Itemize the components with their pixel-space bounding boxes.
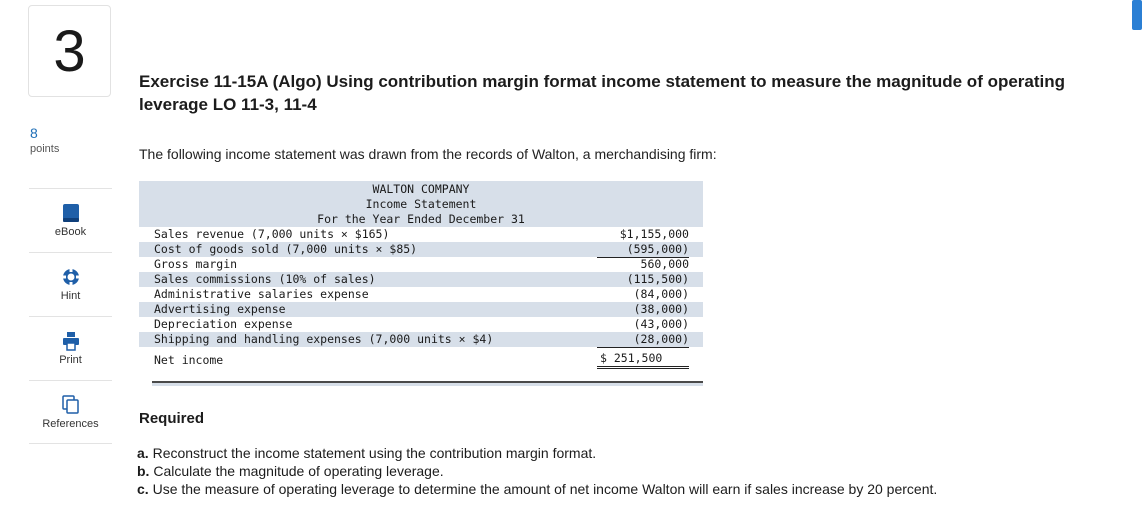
item-letter: b.	[137, 463, 150, 479]
row-label: Sales revenue (7,000 units × $165)	[154, 227, 390, 241]
row-label: Depreciation expense	[154, 317, 293, 331]
row-amount: 560,000	[640, 257, 689, 271]
row-label: Administrative salaries expense	[154, 287, 369, 301]
table-row	[139, 317, 703, 332]
print-icon	[61, 331, 81, 351]
hint-label: Hint	[60, 290, 81, 302]
exercise-intro: The following income statement was drawn from the records of Walton, a merchandising firm:	[139, 146, 717, 162]
table-row	[139, 332, 703, 347]
row-amount: (43,000)	[633, 317, 689, 331]
references-icon	[62, 395, 80, 415]
list-item	[137, 480, 937, 498]
table-row	[139, 272, 703, 287]
row-label: Advertising expense	[154, 302, 286, 316]
list-item	[137, 462, 937, 480]
row-amount: $1,155,000	[619, 227, 689, 241]
item-letter: a.	[137, 445, 149, 461]
net-income-label: Net income	[154, 353, 224, 367]
item-text: Reconstruct the income statement using the contribution margin format.	[152, 445, 597, 461]
statement-name: Income Statement	[365, 197, 477, 211]
net-income-row	[139, 349, 703, 372]
row-amount: (115,500)	[626, 272, 689, 286]
table-row	[139, 227, 703, 242]
hint-icon	[61, 267, 81, 287]
ebook-label: eBook	[54, 226, 87, 238]
row-label: Sales commissions (10% of sales)	[154, 272, 376, 286]
corner-tab[interactable]	[1132, 0, 1142, 30]
statement-footer-rule	[152, 381, 703, 386]
tools-sidebar	[29, 188, 112, 444]
income-statement-table	[139, 181, 703, 386]
item-text: Calculate the magnitude of operating leverage.	[153, 463, 444, 479]
statement-period: For the Year Ended December 31	[317, 212, 525, 226]
row-amount: (595,000)	[597, 242, 689, 258]
row-amount: (38,000)	[633, 302, 689, 316]
table-row	[139, 287, 703, 302]
row-label: Shipping and handling expenses (7,000 units × $4)	[154, 332, 494, 346]
row-amount: (84,000)	[633, 287, 689, 301]
hint-button[interactable]	[29, 252, 112, 316]
list-item	[137, 444, 937, 462]
ebook-button[interactable]	[29, 188, 112, 252]
references-label: References	[42, 418, 99, 430]
exercise-title: Exercise 11-15A (Algo) Using contribution margin format income statement to measure the magnitude of operating leverage LO 11-3, 11-4	[139, 72, 1066, 114]
question-number-box	[28, 5, 111, 97]
table-row	[139, 302, 703, 317]
row-label: Cost of goods sold (7,000 units × $85)	[154, 242, 418, 256]
item-letter: c.	[137, 481, 149, 497]
question-number: 3	[53, 18, 86, 84]
required-list	[137, 444, 937, 498]
points-value: 8	[30, 125, 38, 141]
statement-header	[139, 181, 703, 227]
table-row	[139, 242, 703, 257]
print-label: Print	[59, 354, 82, 366]
row-label: Gross margin	[154, 257, 238, 271]
ebook-icon	[62, 203, 80, 223]
references-button[interactable]	[29, 380, 112, 444]
points-label: points	[30, 143, 60, 155]
print-button[interactable]	[29, 316, 112, 380]
table-row	[139, 257, 703, 272]
net-income-amount: $ 251,500	[597, 349, 689, 369]
item-text: Use the measure of operating leverage to determine the amount of net income Walton will earn if sales increase by 20 percent.	[152, 481, 938, 497]
company-name: WALTON COMPANY	[372, 182, 470, 196]
required-heading: Required	[139, 410, 205, 427]
row-amount: (28,000)	[597, 332, 689, 348]
